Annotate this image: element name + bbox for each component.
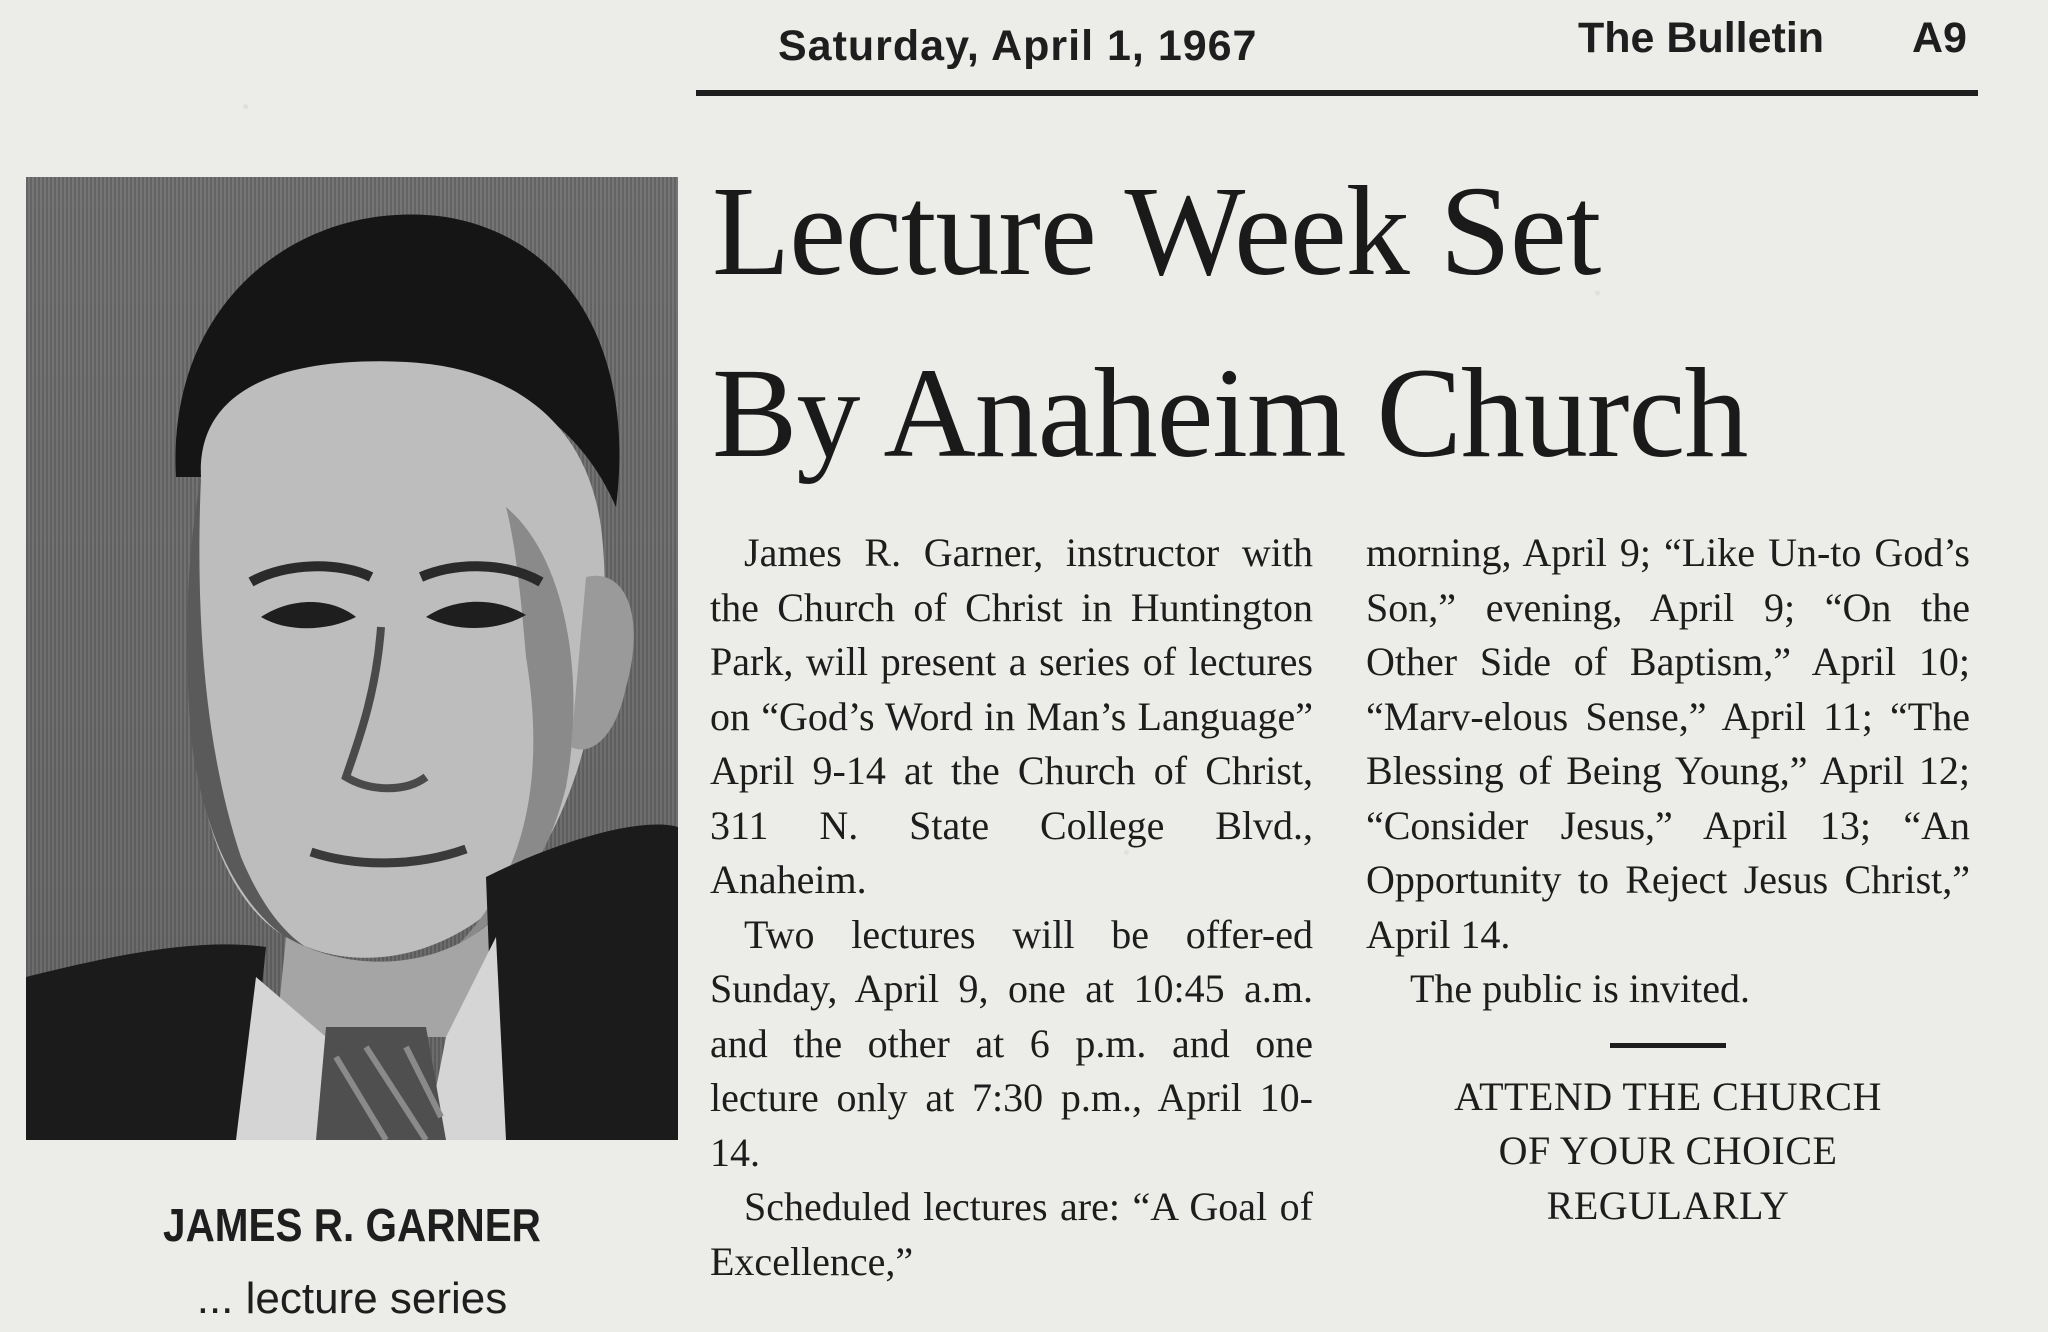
headline-line-2: By Anaheim Church xyxy=(712,342,1748,484)
portrait-photo xyxy=(26,177,678,1140)
promo-line-2: OF YOUR CHOICE xyxy=(1498,1128,1838,1173)
newspaper-name: The Bulletin xyxy=(1578,14,1825,62)
article-paragraph-2: Two lectures will be offer-ed Sunday, April 9, one at 10:45 a.m. and the other at 6 p.m. and one lecture only at 7:30 p.m., April 10-14. xyxy=(710,911,1313,1175)
portrait-illustration xyxy=(26,177,678,1140)
article-paragraph-3-end: morning, April 9; “Like Un-to God’s Son,” evening, April 9; “On the Other Side of Baptism,” April 10; “Marv-elous Sense,” April 11; “The Blessing of Being Young,” April 12; “Consider Jesus,” April 13; “An Opportunity to Reject Jesus Christ,” April 14. xyxy=(1366,530,1970,957)
headline xyxy=(712,140,2012,504)
article-column-2 xyxy=(1366,526,1970,1233)
article-paragraph-3-start: Scheduled lectures are: “A Goal of Excellence,” xyxy=(710,1184,1313,1284)
article-paragraph-1: James R. Garner, instructor with the Church of Christ in Huntington Park, will present a series of lectures on “God’s Word in Man’s Language” April 9-14 at the Church of Christ, 311 N. State College Blvd., Anaheim. xyxy=(710,530,1313,902)
photo-caption-subtitle: ... lecture series xyxy=(196,1274,508,1323)
article-column-1 xyxy=(710,526,1313,1289)
photo-caption-name: JAMES R. GARNER xyxy=(163,1199,541,1251)
issue-date: Saturday, April 1, 1967 xyxy=(778,22,1258,70)
headline-line-1: Lecture Week Set xyxy=(712,160,1601,302)
page-number: A9 xyxy=(1912,14,1967,62)
promo-line-3: REGULARLY xyxy=(1546,1182,1790,1228)
article-paragraph-4: The public is invited. xyxy=(1410,966,1750,1011)
column-divider-rule xyxy=(1610,1043,1726,1048)
promo-line-1: ATTEND THE CHURCH xyxy=(1454,1073,1882,1119)
header-rule xyxy=(696,90,1978,96)
